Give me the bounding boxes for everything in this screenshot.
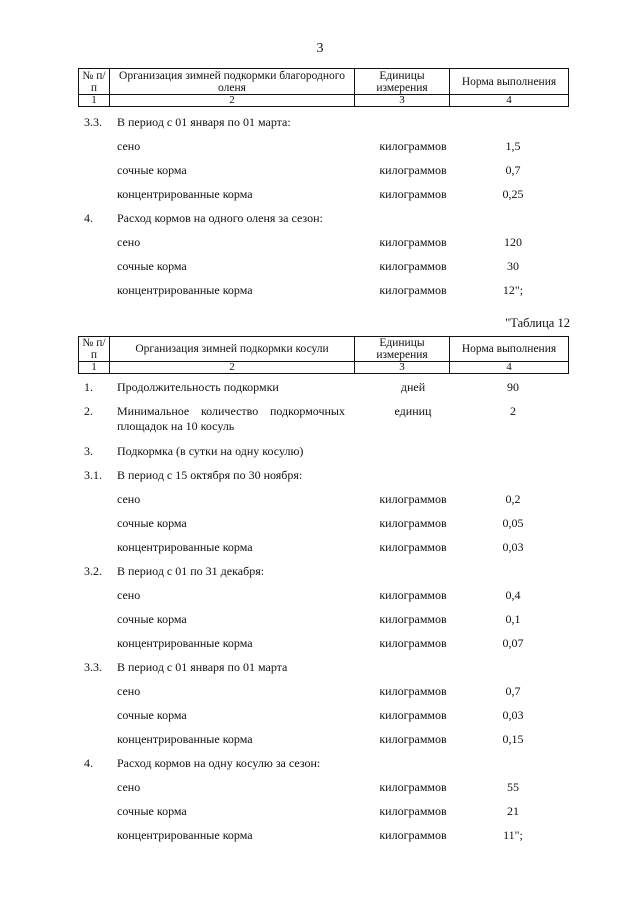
- row-number: 3.3.: [84, 115, 102, 129]
- row-name: концентрированные корма: [117, 283, 253, 297]
- row-name: концентрированные корма: [117, 828, 253, 842]
- table-row: [0, 780, 640, 796]
- col-index: 4: [450, 362, 569, 374]
- row-name: сено: [117, 235, 141, 249]
- col-num-header: № п/п: [79, 337, 110, 362]
- table-row: [0, 804, 640, 820]
- row-unit: килограммов: [379, 283, 447, 297]
- col-unit-header: Единицы измерения: [355, 337, 450, 362]
- row-number: 3.3.: [84, 660, 102, 674]
- table-row: [0, 235, 640, 251]
- row-value: 0,4: [505, 588, 521, 602]
- table-row: [0, 660, 640, 676]
- row-unit: килограммов: [379, 139, 447, 153]
- row-value: 0,7: [505, 684, 521, 698]
- table-row: [0, 211, 640, 227]
- table-row: [0, 828, 640, 844]
- row-unit: килограммов: [379, 259, 447, 273]
- row-value: 0,7: [505, 163, 521, 177]
- table-row: [0, 612, 640, 628]
- row-name: сочные корма: [117, 516, 187, 530]
- table-row: [0, 139, 640, 155]
- row-name: Расход кормов на одну косулю за сезон:: [117, 756, 321, 770]
- row-name: В период с 15 октября по 30 ноября:: [117, 468, 303, 482]
- table-row: [0, 187, 640, 203]
- row-name: Минимальное количество подкормочных площадок на 10 косуль: [117, 404, 345, 433]
- table-row: [0, 732, 640, 748]
- page-number: 3: [316, 41, 324, 56]
- row-value: 0,05: [502, 516, 524, 530]
- row-number: 4.: [84, 756, 93, 770]
- row-name: сочные корма: [117, 259, 187, 273]
- col-norm-header: Норма выполнения: [450, 337, 569, 362]
- row-unit: килограммов: [379, 235, 447, 249]
- row-unit: килограммов: [379, 516, 447, 530]
- row-unit: килограммов: [379, 612, 447, 626]
- row-value: 0,03: [502, 540, 524, 554]
- row-name: сочные корма: [117, 708, 187, 722]
- row-name: концентрированные корма: [117, 187, 253, 201]
- table-row: [0, 588, 640, 604]
- col-name-header: Организация зимней подкормки благородного оленя: [110, 69, 355, 95]
- row-value: 0,15: [502, 732, 524, 746]
- row-unit: килограммов: [379, 828, 447, 842]
- row-name: сено: [117, 492, 141, 506]
- row-number: 2.: [84, 404, 93, 418]
- row-unit: килограммов: [379, 492, 447, 506]
- table-row: [0, 444, 640, 460]
- col-index: 3: [355, 95, 450, 107]
- row-name: сочные корма: [117, 163, 187, 177]
- row-value: 30: [507, 259, 519, 273]
- row-value: 11";: [503, 828, 523, 842]
- row-unit: килограммов: [379, 540, 447, 554]
- row-name: концентрированные корма: [117, 540, 253, 554]
- row-value: 120: [504, 235, 522, 249]
- table-row: [0, 468, 640, 484]
- table-row: [0, 259, 640, 275]
- row-value: 0,07: [502, 636, 524, 650]
- table-row: [0, 163, 640, 179]
- row-unit: килограммов: [379, 780, 447, 794]
- table-row: [0, 756, 640, 772]
- row-unit: килограммов: [379, 708, 447, 722]
- col-unit-header: Единицы измерения: [355, 69, 450, 95]
- row-name: сочные корма: [117, 804, 187, 818]
- row-value: 0,1: [505, 612, 521, 626]
- row-number: 3.2.: [84, 564, 102, 578]
- row-unit: килограммов: [379, 187, 447, 201]
- row-value: 12";: [502, 283, 524, 297]
- row-name: Продолжительность подкормки: [117, 380, 279, 394]
- row-value: 1,5: [505, 139, 521, 153]
- table-row: [0, 404, 640, 433]
- table-row: [0, 564, 640, 580]
- table-row: [0, 492, 640, 508]
- col-index: 3: [355, 362, 450, 374]
- row-unit: дней: [400, 380, 426, 394]
- row-number: 1.: [84, 380, 93, 394]
- col-norm-header: Норма выполнения: [450, 69, 569, 95]
- table-row: [0, 516, 640, 532]
- row-value: 0,2: [505, 492, 521, 506]
- row-number: 3.: [84, 444, 93, 458]
- table-row: [0, 283, 640, 299]
- row-number: 4.: [84, 211, 93, 225]
- col-index: 1: [79, 95, 110, 107]
- row-name: сено: [117, 139, 141, 153]
- row-unit: килограммов: [379, 684, 447, 698]
- row-name: В период с 01 по 31 декабря:: [117, 564, 265, 578]
- row-number: 3.1.: [84, 468, 102, 482]
- row-name: В период с 01 января по 01 марта: [117, 660, 288, 674]
- col-index: 4: [450, 95, 569, 107]
- row-unit: килограммов: [379, 636, 447, 650]
- row-value: 2: [510, 404, 516, 418]
- row-value: 90: [507, 380, 519, 394]
- row-name: концентрированные корма: [117, 636, 253, 650]
- col-index: 2: [110, 95, 355, 107]
- col-index: 2: [110, 362, 355, 374]
- row-unit: единиц: [394, 404, 432, 418]
- table-row: [0, 115, 640, 131]
- row-unit: килограммов: [379, 588, 447, 602]
- table-row: [0, 708, 640, 724]
- row-name: Подкормка (в сутки на одну косулю): [117, 444, 304, 458]
- row-name: сено: [117, 780, 141, 794]
- col-index: 1: [79, 362, 110, 374]
- row-unit: килограммов: [379, 163, 447, 177]
- col-name-header: Организация зимней подкормки косули: [110, 337, 355, 362]
- table-caption: "Таблица 12: [505, 316, 570, 330]
- table-row: [0, 636, 640, 652]
- table2-header: [78, 336, 569, 374]
- row-unit: килограммов: [379, 732, 447, 746]
- row-unit: килограммов: [379, 804, 447, 818]
- row-name: сено: [117, 684, 141, 698]
- table-row: [0, 540, 640, 556]
- row-name: сено: [117, 588, 141, 602]
- row-name: В период с 01 января по 01 марта:: [117, 115, 291, 129]
- table1-header: [78, 68, 569, 107]
- row-name: концентрированные корма: [117, 732, 253, 746]
- table-row: [0, 380, 640, 396]
- row-name: Расход кормов на одного оленя за сезон:: [117, 211, 323, 225]
- table-row: [0, 684, 640, 700]
- row-value: 55: [507, 780, 519, 794]
- row-value: 21: [507, 804, 519, 818]
- row-name: сочные корма: [117, 612, 187, 626]
- row-value: 0,25: [502, 187, 524, 201]
- row-value: 0,03: [502, 708, 524, 722]
- col-num-header: № п/п: [79, 69, 110, 95]
